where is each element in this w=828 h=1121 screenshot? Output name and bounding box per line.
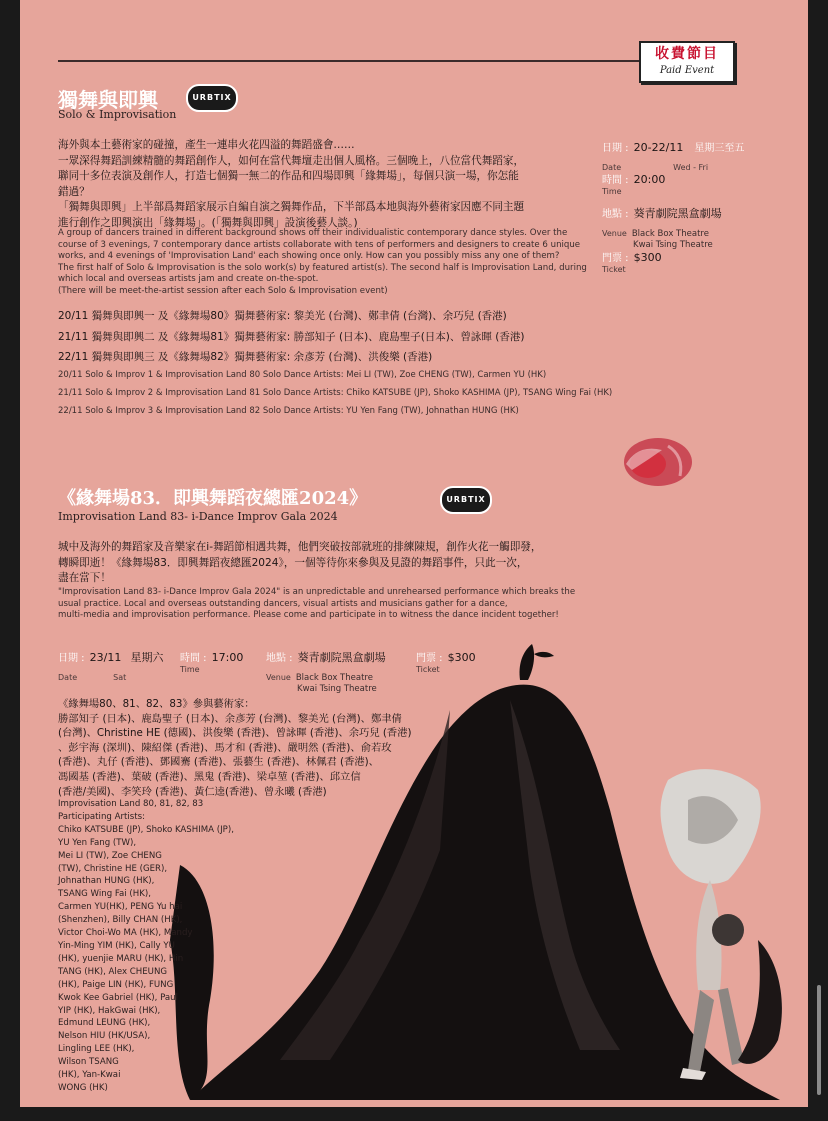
date-block	[602, 136, 802, 172]
artists-line: 勝部知子 (日本)、鹿島聖子 (日本)、余彥芳 (台灣)、黎美光 (台灣)、鄭聿倩	[58, 712, 402, 725]
desc-line: 轉瞬即逝！《緣舞場83．即興舞蹈夜總匯2024》，一個等待你來參與及見證的舞蹈事件，只此一次，	[58, 556, 528, 569]
artists-line: WONG (HK)	[58, 1082, 108, 1093]
event2-desc-en	[58, 587, 575, 622]
artists-line: YIP (HK), HakGwai (HK),	[58, 1005, 161, 1016]
ticket-value: $300	[633, 251, 662, 264]
artists-line: Chiko KATSUBE (JP), Shoko KASHIMA (JP),	[58, 824, 234, 835]
desc-line: multi-media and improvisation performance. Please come and participate in to witness the dance incident together!	[58, 610, 559, 620]
urbtix-logo-2[interactable]: URBTIX	[440, 486, 492, 514]
desc-line: (There will be meet-the-artist session after each Solo & Improvisation event)	[58, 285, 388, 296]
event2-desc-zh	[58, 540, 618, 587]
venue-value: 葵青劇院黑盒劇場	[633, 207, 722, 220]
event1-desc-en	[58, 228, 618, 297]
artists-line: 馮國基 (香港)、葉破 (香港)、黑鬼 (香港)、梁卓堃 (香港)、邱立信	[58, 770, 361, 783]
desc-line: 進行創作之即興演出「緣舞場」。(「獨舞與即興」設演後藝人談。)	[58, 216, 358, 229]
date-day: 星期三至五	[694, 143, 745, 154]
red-ink-splash-icon	[618, 434, 696, 492]
program-line: 20/11 獨舞與即興一 及《緣舞場80》獨舞藝術家: 黎美光 (台灣)、鄭聿倩 (台灣)、余巧兒 (香港)	[58, 310, 507, 322]
artists-line: (HK), Yan-Kwai	[58, 1070, 121, 1081]
desc-line: 一眾深得舞蹈訓練精髓的舞蹈創作人，如何在當代舞壇走出個人風格。三個晚上，八位當代舞蹈家，	[58, 154, 525, 167]
artists-line: (香港/美國)、李笑玲 (香港)、黃仁逵(香港)、曾永曦 (香港)	[58, 785, 327, 798]
desc-line: course of 3 evenings, 7 contemporary dance artists collaborate with tens of performers and designers to create 6 unique	[58, 239, 581, 250]
time-label: 時間 :	[602, 175, 629, 186]
event2-artists-zh	[58, 697, 458, 799]
artists-line: 、彭宇海 (深圳)、陳紹傑 (香港)、馬才和 (香港)、嚴明然 (香港)、俞若玫	[58, 741, 392, 754]
artists-line: Edmund LEUNG (HK),	[58, 1018, 151, 1029]
date-day-en: Wed - Fri	[673, 163, 709, 172]
event1-program-zh	[58, 306, 524, 368]
artists-line: Mei LI (TW), Zoe CHENG	[58, 850, 162, 861]
date-day: 星期六	[130, 651, 164, 664]
venue-label: 地點 :	[266, 653, 293, 664]
paid-badge-zh: 收費節目	[655, 46, 719, 62]
desc-line: 海外與本土藝術家的碰撞，產生一連串火花四溢的舞蹈盛會……	[58, 139, 355, 151]
artists-line: TANG (HK), Alex CHEUNG	[58, 966, 168, 977]
time-sublabel: Time	[180, 665, 200, 674]
desc-line: 城中及海外的舞蹈家及音樂家在i-舞蹈節相遇共舞，他們突破按部就班的排練陳規，創作火花一觸即發，	[58, 541, 542, 553]
urbtix-logo-1[interactable]: URBTIX	[186, 84, 238, 112]
event1-desc-zh	[58, 138, 603, 231]
venue-value: 葵青劇院黑盒劇場	[297, 651, 386, 664]
event2-title-zh: 《緣舞場83．即興舞蹈夜總匯2024》	[58, 488, 368, 509]
scrollbar-thumb[interactable]	[817, 985, 821, 1095]
event2-artists-en	[58, 798, 258, 1095]
event1-title-zh: 獨舞與即興	[58, 88, 158, 112]
date-value: 23/11	[89, 651, 122, 664]
desc-line: usual practice. Local and overseas outstanding dancers, visual artists and musicians gather for a dance,	[58, 598, 508, 609]
ticket-value: $300	[447, 651, 476, 664]
desc-line: 盡在當下！	[58, 572, 111, 584]
date-label: 日期 :	[602, 143, 629, 154]
artists-line: (HK), yuenjie MARU (HK), Hin	[58, 953, 184, 964]
ticket-sublabel: Ticket	[602, 265, 626, 274]
program-line: 21/11 Solo & Improv 2 & Improvisation Land 81 Solo Dance Artists: Chiko KATSUBE (JP), Shoko KASHIMA (JP), TSANG Wing Fai (HK)	[58, 388, 613, 398]
time-label: 時間 :	[180, 653, 207, 664]
artists-line: Victor Choi-Wo MA (HK), Mandy	[58, 928, 193, 939]
time-sublabel: Time	[602, 187, 622, 196]
artists-line: 《緣舞場80、81、82、83》參與藝術家：	[58, 698, 255, 710]
artists-line: Participating Artists:	[58, 811, 145, 822]
venue-label: 地點 :	[602, 209, 629, 220]
desc-line: which local and overseas artists jam and create on-the-spot.	[58, 274, 319, 284]
desc-line: 「獨舞與即興」上半部爲舞蹈家展示自編自演之獨舞作品，下半部爲本地與海外藝術家因應不同主題	[58, 201, 525, 213]
time-value: 20:00	[633, 173, 666, 186]
date-day-en: Sat	[113, 673, 127, 682]
desc-line: "Improvisation Land 83- i-Dance Improv Gala 2024" is an unpredictable and unrehearsed performance which breaks the	[58, 587, 576, 597]
artists-line: (TW), Christine HE (GER),	[58, 863, 168, 874]
event1-program-en	[58, 366, 612, 420]
artists-line: TSANG Wing Fai (HK),	[58, 889, 151, 900]
venue-block	[602, 202, 802, 250]
program-line: 20/11 Solo & Improv 1 & Improvisation Land 80 Solo Dance Artists: Mei LI (TW), Zoe CHENG (TW), Carmen YU (HK)	[58, 370, 547, 380]
program-line: 21/11 獨舞與即興二 及《緣舞場81》獨舞藝術家: 勝部知子 (日本)、鹿島聖子(日本)、曾詠暉 (香港)	[58, 330, 525, 343]
venue-sublabel: Venue	[266, 673, 291, 682]
artists-line: Nelson HIU (HK/USA),	[58, 1031, 151, 1042]
artists-line: (香港)、丸仔 (香港)、鄧國騫 (香港)、張藝生 (香港)、林佩君 (香港)、	[58, 756, 379, 769]
paid-badge-en: Paid Event	[659, 65, 715, 76]
desc-line: 聯同十多位表演及創作人，打造七個獨一無二的作品和四場即興「緣舞場」，每個只演一場，你怎能	[58, 170, 519, 182]
date-sublabel: Date	[602, 163, 622, 172]
artists-line: Lingling LEE (HK),	[58, 1044, 135, 1055]
artists-line: (Shenzhen), Billy CHAN (HK),	[58, 915, 183, 926]
artists-line: Kwok Kee Gabriel (HK), Paul	[58, 992, 179, 1003]
venue-en1: Black Box Theatre	[295, 673, 373, 683]
venue-sublabel: Venue	[602, 229, 627, 238]
poster-page	[20, 0, 808, 1107]
program-line: 22/11 獨舞與即興三 及《緣舞場82》獨舞藝術家: 余彥芳 (台灣)、洪俊樂 (香港)	[58, 351, 433, 363]
ticket-label: 門票 :	[602, 253, 629, 264]
date-label: 日期 :	[58, 653, 85, 664]
venue-en2: Kwai Tsing Theatre	[297, 684, 377, 694]
artists-line: (HK), Paige LIN (HK), FUNG	[58, 979, 174, 990]
dancer-figure-image	[628, 760, 808, 1090]
event1-title-en: Solo & Improvisation	[58, 108, 177, 121]
desc-line: A group of dancers trained in different background shows off their individualistic contemporary dance styles. Over the	[58, 228, 568, 238]
desc-line: 錯過？	[58, 185, 90, 198]
artists-line: Johnathan HUNG (HK),	[58, 876, 155, 887]
event1-info	[602, 136, 802, 274]
artists-line: YU Yen Fang (TW),	[58, 837, 137, 848]
artists-line: Carmen YU(HK), PENG Yu hai	[58, 902, 183, 913]
date-sublabel: Date	[58, 673, 78, 682]
artists-line: (台灣)、Christine HE (德國)、洪俊樂 (香港)、曾詠暉 (香港)、余巧兒 (香港)	[58, 727, 412, 740]
ticket-sublabel: Ticket	[416, 665, 440, 674]
date-value: 20-22/11	[633, 141, 684, 154]
desc-line: The first half of Solo & Improvisation is the solo work(s) by featured artist(s). The second half is Improvisation Land, during	[58, 262, 587, 273]
time-value: 17:00	[211, 651, 244, 664]
artists-line: Improvisation Land 80, 81, 82, 83	[58, 799, 204, 809]
event2-date-block	[58, 646, 163, 684]
venue-en1: Black Box Theatre	[631, 229, 709, 239]
paid-event-badge	[639, 41, 735, 83]
artists-line: Yin-Ming YIM (HK), Cally YU	[58, 940, 175, 951]
top-divider	[58, 60, 640, 62]
artists-line: Wilson TSANG	[58, 1057, 119, 1068]
event2-title-en: Improvisation Land 83- i-Dance Improv Gala 2024	[58, 510, 338, 523]
ticket-label: 門票 :	[416, 653, 443, 664]
desc-line: works, and 4 evenings of 'Improvisation Land' each showing once only. How can you possibly miss any one of them?	[58, 251, 560, 261]
venue-en2: Kwai Tsing Theatre	[633, 240, 713, 250]
program-line: 22/11 Solo & Improv 3 & Improvisation Land 82 Solo Dance Artists: YU Yen Fang (TW), Johnathan HUNG (HK)	[58, 406, 519, 416]
